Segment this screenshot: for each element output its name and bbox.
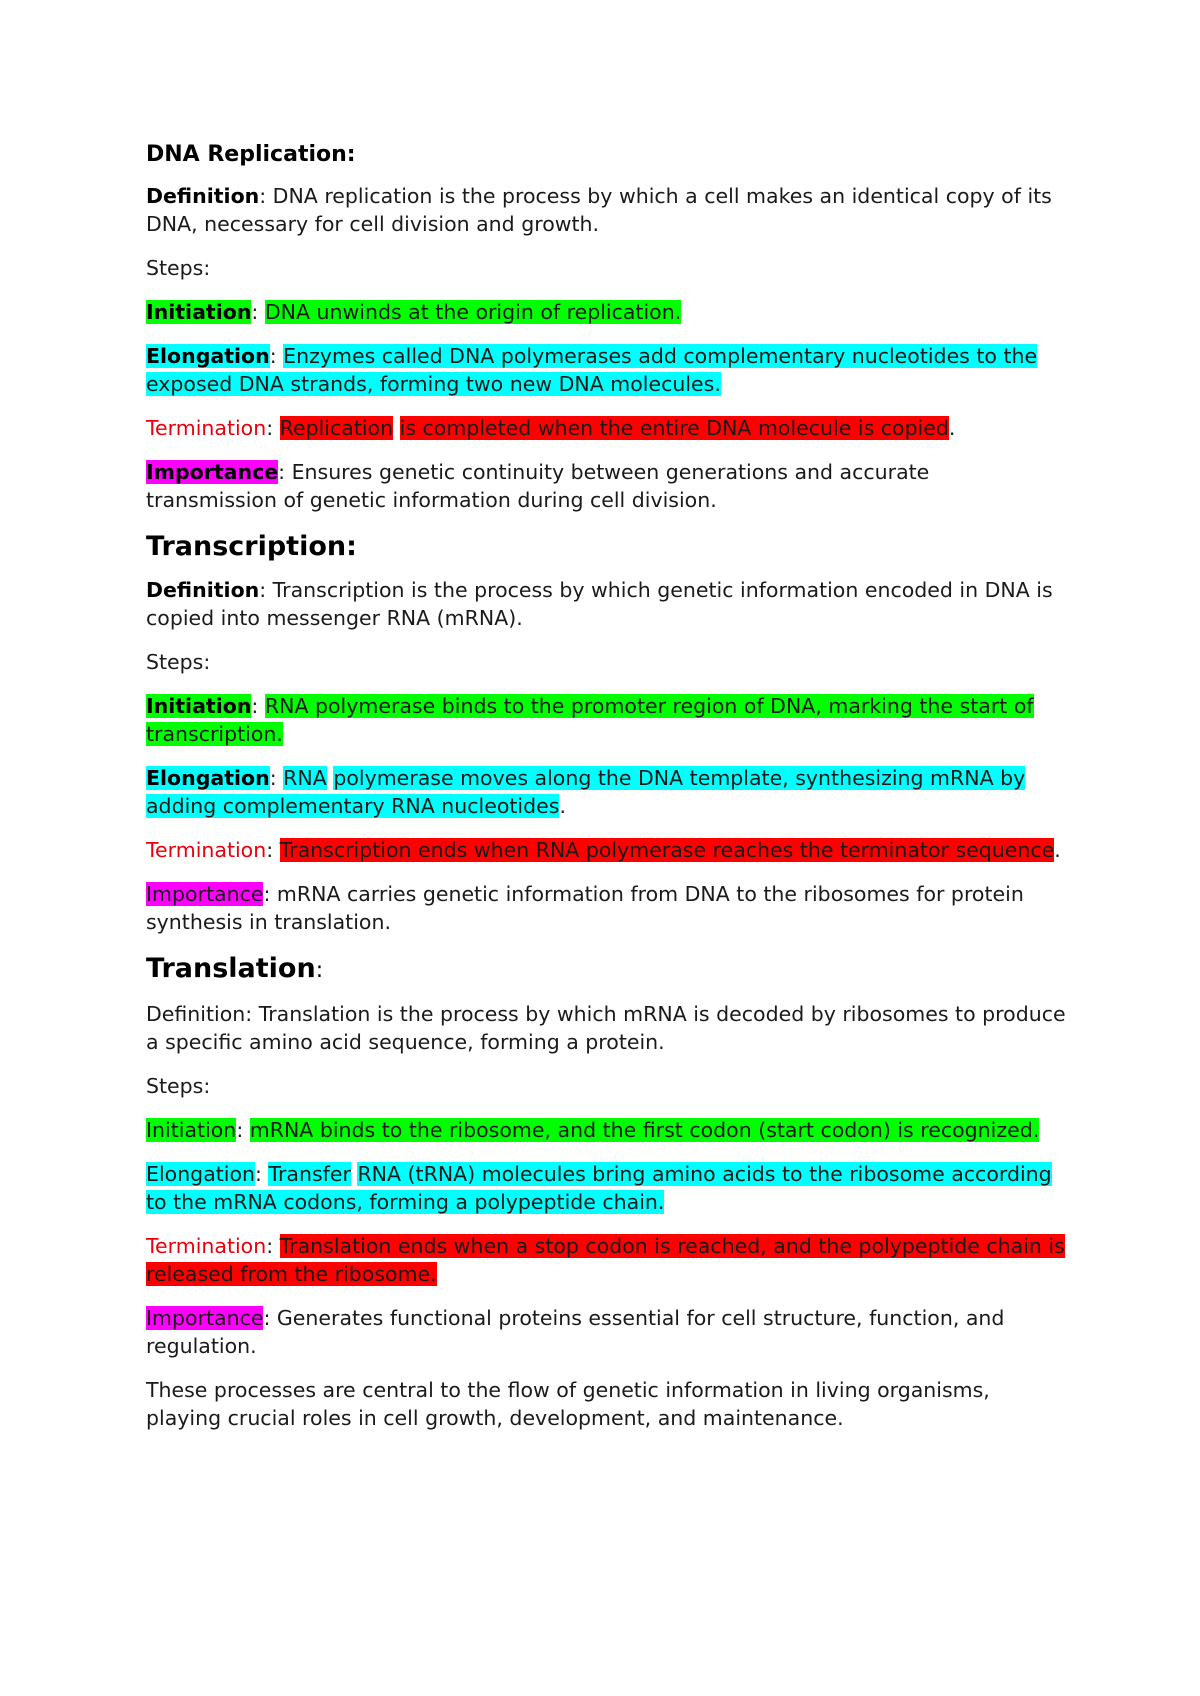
translation-steps-label: Steps: bbox=[146, 1074, 211, 1098]
termination-text-b: is completed when the entire DNA molecule is copied bbox=[399, 416, 949, 440]
definition-label: Definition bbox=[146, 578, 260, 602]
dna-termination: Termination: Replication is completed when the entire DNA molecule is copied. bbox=[146, 416, 956, 440]
importance-text: : mRNA carries genetic information from DNA to the ribosomes for protein synthesis in translation. bbox=[146, 882, 1024, 934]
importance-label: Importance bbox=[146, 882, 264, 906]
dna-steps-label: Steps: bbox=[146, 256, 211, 280]
translation-definition: Definition: Translation is the process by which mRNA is decoded by ribosomes to produce a specific amino acid sequence, forming a protein. bbox=[146, 1002, 1066, 1054]
translation-importance bbox=[146, 1304, 1066, 1360]
termination-text-a: Replication bbox=[279, 416, 394, 440]
conclusion-paragraph: These processes are central to the flow of genetic information in living organisms, playing crucial roles in cell growth, development, and maintenance. bbox=[146, 1378, 990, 1430]
dna-importance bbox=[146, 458, 1066, 514]
translation-termination: Termination: Translation ends when a stop codon is reached, and the polypeptide chain is released from the ribosome. bbox=[146, 1234, 1065, 1286]
termination-text: Transcription ends when RNA polymerase reaches the terminator sequence bbox=[279, 838, 1055, 862]
transcription-importance bbox=[146, 880, 1066, 936]
elongation-label: Elongation bbox=[146, 344, 270, 368]
transcription-definition bbox=[146, 576, 1066, 632]
initiation-label: Initiation bbox=[146, 300, 252, 324]
section-heading-transcription: Transcription: bbox=[146, 531, 357, 562]
elongation-label: Elongation bbox=[146, 1162, 256, 1186]
initiation-text: RNA polymerase binds to the promoter region of DNA, marking the start of transcription. bbox=[146, 694, 1034, 746]
dna-elongation: Elongation: Enzymes called DNA polymerases add complementary nucleotides to the exposed DNA strands, forming two new DNA molecules. bbox=[146, 344, 1038, 396]
transcription-initiation: Initiation: RNA polymerase binds to the promoter region of DNA, marking the start of transcription. bbox=[146, 694, 1034, 746]
elongation-text-a: RNA bbox=[283, 766, 327, 790]
elongation-text: Enzymes called DNA polymerases add complementary nucleotides to the exposed DNA strands, forming two new DNA molecules. bbox=[146, 344, 1038, 396]
termination-text: Translation ends when a stop codon is reached, and the polypeptide chain is released from the ribosome. bbox=[146, 1234, 1065, 1286]
initiation-text: mRNA binds to the ribosome, and the first codon (start codon) is recognized. bbox=[249, 1118, 1040, 1142]
importance-text: : Generates functional proteins essential for cell structure, function, and regulation. bbox=[146, 1306, 1005, 1358]
termination-label: Termination bbox=[146, 416, 267, 440]
initiation-label: Initiation bbox=[146, 1118, 237, 1142]
initiation-text: DNA unwinds at the origin of replication. bbox=[264, 300, 682, 324]
definition-text: : Transcription is the process by which genetic information encoded in DNA is copied into messenger RNA (mRNA). bbox=[146, 578, 1053, 630]
elongation-text-b: RNA (tRNA) molecules bring amino acids to the ribosome according to the mRNA codons, forming a polypeptide chain. bbox=[146, 1162, 1052, 1214]
definition-label: Definition bbox=[146, 184, 260, 208]
translation-elongation: Elongation: Transfer RNA (tRNA) molecules bring amino acids to the ribosome according to the mRNA codons, forming a polypeptide chain. bbox=[146, 1162, 1052, 1214]
dna-initiation: Initiation: DNA unwinds at the origin of replication. bbox=[146, 300, 682, 324]
importance-label: Importance bbox=[146, 1306, 264, 1330]
section-heading-translation bbox=[146, 952, 1066, 988]
importance-label: Importance bbox=[146, 460, 279, 484]
translation-initiation: Initiation: mRNA binds to the ribosome, and the first codon (start codon) is recognized. bbox=[146, 1118, 1040, 1142]
heading-text: Translation bbox=[146, 953, 316, 984]
termination-label: Termination bbox=[146, 1234, 267, 1258]
dna-definition bbox=[146, 182, 1066, 238]
elongation-text-a: Transfer bbox=[268, 1162, 351, 1186]
elongation-text-b: polymerase moves along the DNA template, synthesizing mRNA by adding complementary RNA nucleotides bbox=[146, 766, 1026, 818]
heading-colon: : bbox=[315, 958, 324, 983]
importance-text: : Ensures genetic continuity between generations and accurate transmission of genetic information during cell division. bbox=[146, 460, 930, 512]
transcription-steps-label: Steps: bbox=[146, 650, 211, 674]
section-heading-dna-replication: DNA Replication: bbox=[146, 142, 356, 167]
transcription-elongation: Elongation: RNA polymerase moves along the DNA template, synthesizing mRNA by adding complementary RNA nucleotides. bbox=[146, 766, 1026, 818]
definition-text: : DNA replication is the process by which a cell makes an identical copy of its DNA, necessary for cell division and growth. bbox=[146, 184, 1052, 236]
elongation-label: Elongation bbox=[146, 766, 270, 790]
initiation-label: Initiation bbox=[146, 694, 252, 718]
transcription-termination: Termination: Transcription ends when RNA polymerase reaches the terminator sequence. bbox=[146, 838, 1061, 862]
termination-label: Termination bbox=[146, 838, 267, 862]
document-page bbox=[146, 140, 1066, 1448]
